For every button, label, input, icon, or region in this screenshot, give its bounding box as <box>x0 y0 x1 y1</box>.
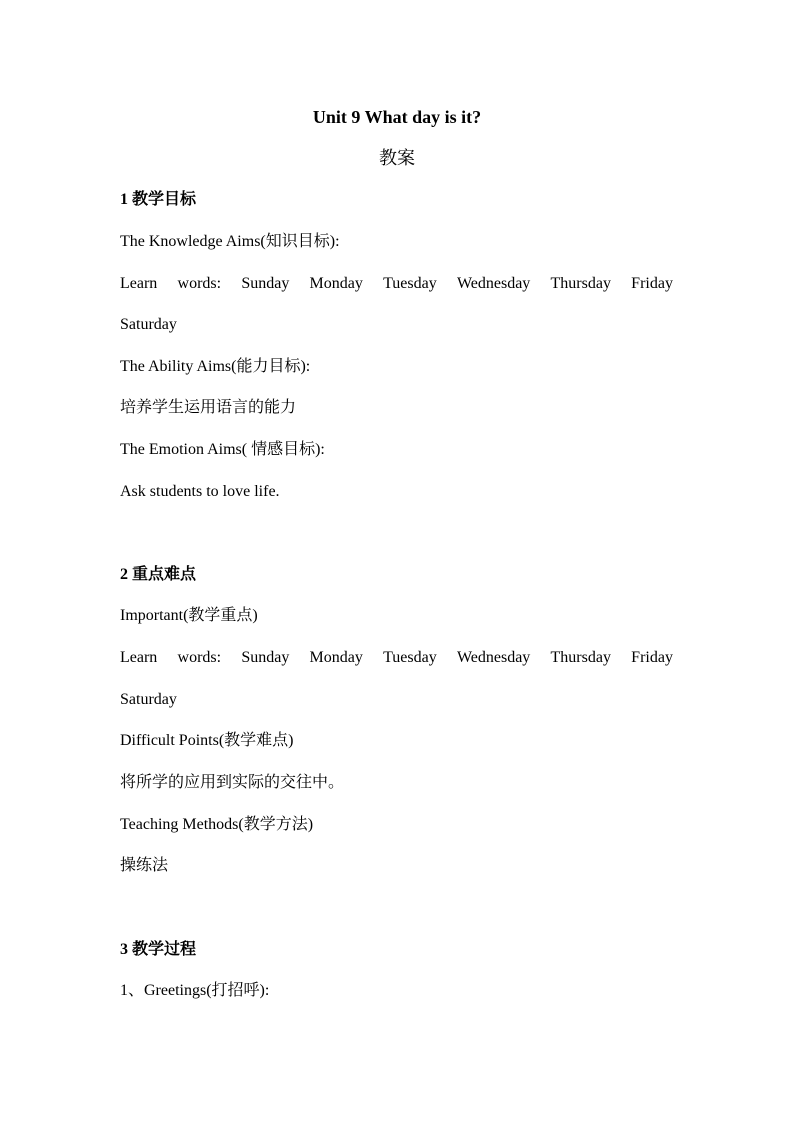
important-label: Important(教学重点) <box>120 607 258 624</box>
teaching-methods-label: Teaching Methods(教学方法) <box>120 816 314 833</box>
word-item: Thursday <box>550 649 611 666</box>
words-learn: Learn <box>120 649 158 666</box>
document-subtitle: 教案 <box>379 148 415 168</box>
section-1-words-line <box>120 274 673 294</box>
word-item: Friday <box>631 275 673 292</box>
word-item: Monday <box>309 649 363 666</box>
difficult-points-text: 将所学的应用到实际的交往中。 <box>120 774 345 791</box>
words-prefix: words: <box>177 275 222 292</box>
word-item: Friday <box>631 649 673 666</box>
word-item: Sunday <box>241 275 290 292</box>
word-item: Sunday <box>241 649 290 666</box>
emotion-aims-label: The Emotion Aims( 情感目标): <box>120 441 325 458</box>
word-item: Wednesday <box>456 275 531 292</box>
ability-aims-text: 培养学生运用语言的能力 <box>120 399 297 416</box>
word-item: Tuesday <box>383 649 437 666</box>
word-item: Tuesday <box>383 275 437 292</box>
knowledge-aims-label: The Knowledge Aims(知识目标): <box>120 233 340 250</box>
section-2-words-continuation: Saturday <box>120 691 177 708</box>
section-1-heading: 1 教学目标 <box>120 191 197 208</box>
section-1-words-continuation: Saturday <box>120 316 177 333</box>
word-item: Monday <box>309 275 363 292</box>
section-2-words-line <box>120 648 673 668</box>
words-prefix: words: <box>177 649 222 666</box>
difficult-points-label: Difficult Points(教学难点) <box>120 732 294 749</box>
greetings-step: 1、Greetings(打招呼): <box>120 982 270 999</box>
teaching-methods-text: 操练法 <box>120 857 169 874</box>
word-item: Thursday <box>550 275 611 292</box>
words-learn: Learn <box>120 275 158 292</box>
emotion-aims-text: Ask students to love life. <box>120 483 280 500</box>
ability-aims-label: The Ability Aims(能力目标): <box>120 358 311 375</box>
word-item: Wednesday <box>456 649 531 666</box>
section-2-heading: 2 重点难点 <box>120 566 197 583</box>
section-3-heading: 3 教学过程 <box>120 941 197 958</box>
document-title: Unit 9 What day is it? <box>312 107 482 127</box>
